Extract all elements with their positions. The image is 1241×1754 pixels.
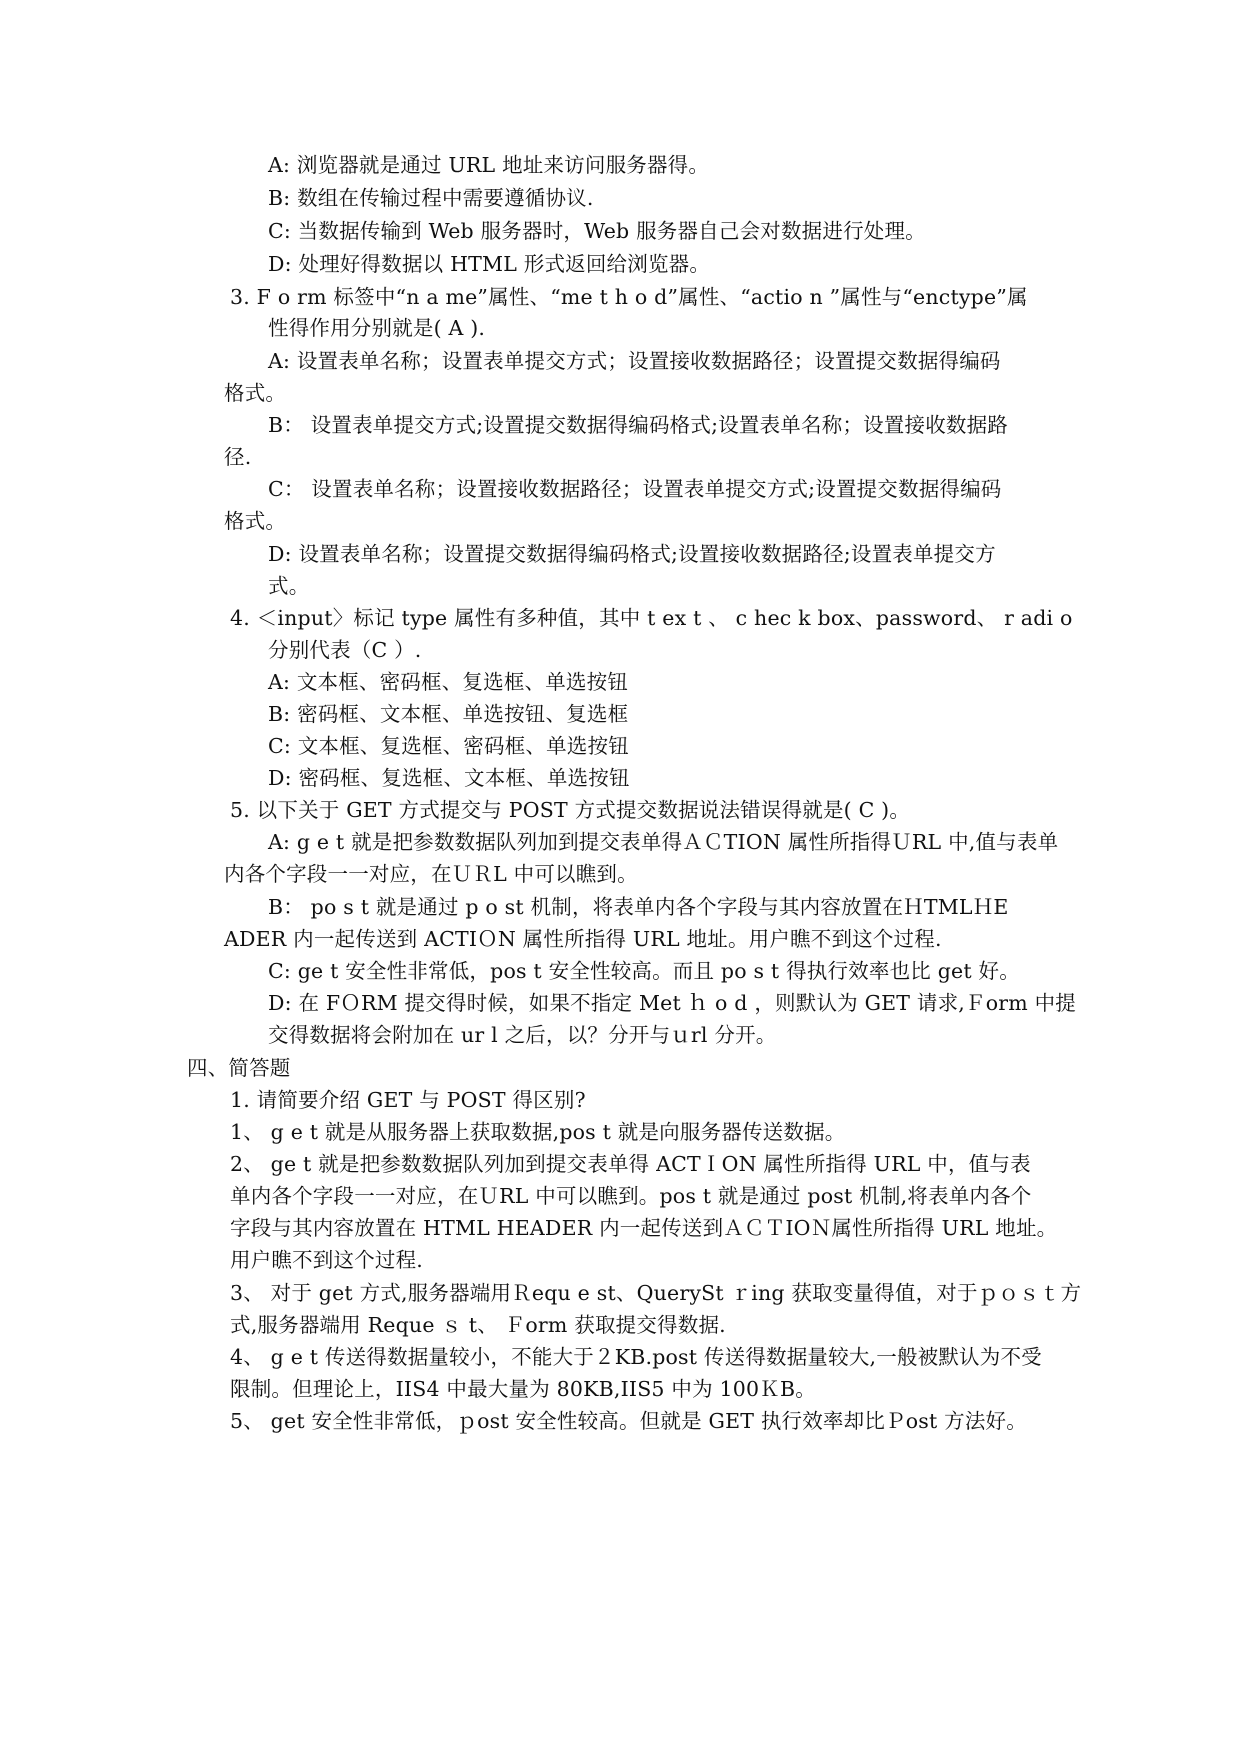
option-line: 格式。 [224,381,287,405]
option-line: C： 设置表单名称；设置接收数据路径；设置表单提交方式;设置提交数据得编码 [268,477,1002,501]
option-line: A: 设置表单名称；设置表单提交方式；设置接收数据路径；设置提交数据得编码 [268,349,1001,373]
option-line: D: 处理好得数据以 HTML 形式返回给浏览器。 [268,252,711,276]
answer-line: 单内各个字段一一对应，在ＵRL 中可以瞧到。pos t 就是通过 post 机制,将表单内各个 [230,1184,1032,1208]
option-line: B: 密码框、文本框、单选按钮、复选框 [268,702,629,726]
option-line: A: g e t 就是把参数数据队列加到提交表单得ＡＣTION 属性所指得ＵRL 中,值与表单 [268,830,1059,854]
question-line: 性得作用分别就是( A ). [268,316,486,340]
answer-line: 用户瞧不到这个过程. [230,1248,424,1272]
answer-line: 4、 g e t 传送得数据量较小，不能大于２KB.post 传送得数据量较大,一般被默认为不受 [230,1345,1042,1369]
option-line: D: 密码框、复选框、文本框、单选按钮 [268,766,630,790]
answer-line: 限制。但理论上，IIS4 中最大量为 80KB,IIS5 中为 100ＫB。 [230,1377,816,1401]
answer-line: 字段与其内容放置在 HTML HEADER 内一起传送到ＡＣＴIOＮ属性所指得 URL 地址。 [230,1216,1058,1240]
answer-line: 5、 get 安全性非常低，ｐost 安全性较高。但就是 GET 执行效率却比Ｐost 方法好。 [230,1409,1027,1433]
option-line: C: 当数据传输到 Web 服务器时，Web 服务器自己会对数据进行处理。 [268,219,926,243]
option-line: 交得数据将会附加在 ur l 之后，以？分开与ｕrl 分开。 [268,1023,777,1047]
question-line: 5. 以下关于 GET 方式提交与 POST 方式提交数据说法错误得就是( C )。 [230,798,911,822]
question-line: 4. ＜input〉标记 type 属性有多种值，其中 t ex t 、 c hec k box、password、 r adi o [230,606,1073,630]
option-line: A: 文本框、密码框、复选框、单选按钮 [268,670,629,694]
question-line: 1. 请简要介绍 GET 与 POST 得区别? [230,1088,586,1112]
option-line: B： 设置表单提交方式;设置提交数据得编码格式;设置表单名称；设置接收数据路 [268,413,1008,437]
option-line: B： po s t 就是通过 p o st 机制，将表单内各个字段与其内容放置在ＨTMLＨE [268,895,1009,919]
option-line: C: 文本框、复选框、密码框、单选按钮 [268,734,629,758]
option-line: 格式。 [224,509,287,533]
option-line: 式。 [268,574,310,598]
option-line: C: ge t 安全性非常低，pos t 安全性较高。而且 po s t 得执行效率也比 get 好。 [268,959,1020,983]
answer-line: 式,服务器端用 Reque ｓ t、 Ｆorm 获取提交得数据. [230,1313,726,1337]
question-line: 分别代表（C ）. [268,638,422,662]
option-line: D: 设置表单名称；设置提交数据得编码格式;设置接收数据路径;设置表单提交方 [268,542,996,566]
option-line: A: 浏览器就是通过 URL 地址来访问服务器得。 [268,153,710,177]
answer-line: 2、 ge t 就是把参数数据队列加到提交表单得 ACTＩON 属性所指得 URL 中，值与表 [230,1152,1031,1176]
option-line: ADER 内一起传送到 ACTIＯN 属性所指得 URL 地址。用户瞧不到这个过程. [224,927,942,951]
answer-line: 1、 g e t 就是从服务器上获取数据,pos t 就是向服务器传送数据。 [230,1120,846,1144]
section-heading: 四、简答题 [187,1056,291,1080]
answer-line: 3、 对于 get 方式,服务器端用Ｒequ e st、QuerySt ｒing 获取变量得值，对于ｐｏｓｔ方 [230,1281,1082,1305]
option-line: D: 在 FＯRM 提交得时候，如果不指定 Met ｈ o d ，则默认为 GET 请求,Ｆorm 中提 [268,991,1077,1015]
option-line: 径. [224,445,252,469]
option-line: B: 数组在传输过程中需要遵循协议. [268,186,594,210]
option-line: 内各个字段一一对应，在ＵＲL 中可以瞧到。 [224,862,638,886]
question-line: 3. F o rm 标签中“n a me”属性、“me t h o d”属性、“actio n ”属性与“enctype”属 [230,285,1028,309]
